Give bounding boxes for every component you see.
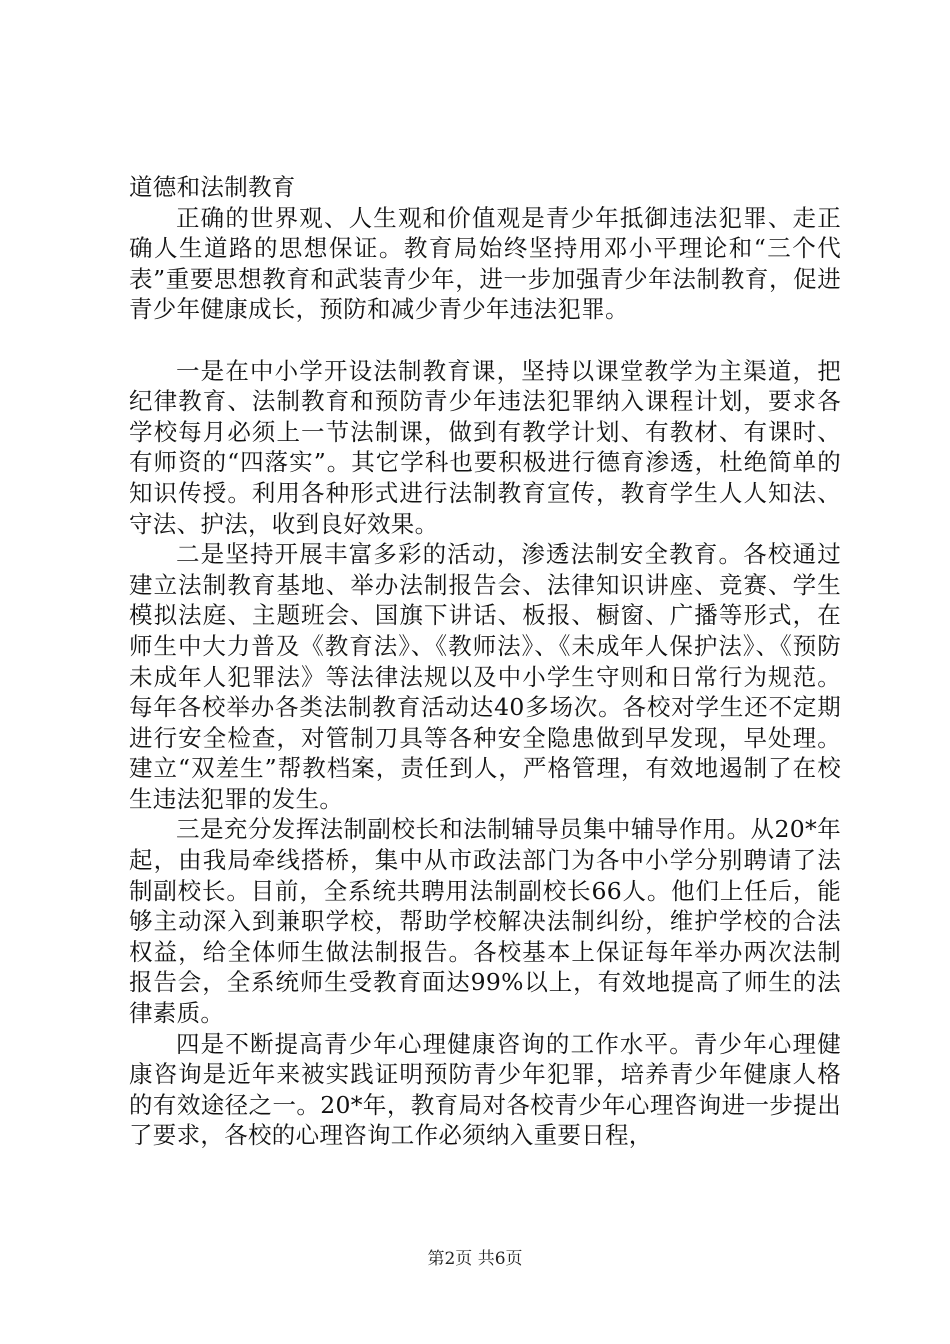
page-number-footer: 第2页 共6页 xyxy=(427,1249,523,1269)
paragraph-intro: 正确的世界观、人生观和价值观是青少年抵御违法犯罪、走正确人生道路的思想保证。教育局始终坚持用邓小平理论和“三个代表”重要思想教育和武装青少年，进一步加强青少年法制教育，促进青少年健康成长，预防和减少青少年违法犯罪。 xyxy=(129,203,841,324)
paragraph-point-four: 四是不断提高青少年心理健康咨询的工作水平。青少年心理健康咨询是近年来被实践证明预防青少年犯罪，培养青少年健康人格的有效途径之一。20*年，教育局对各校青少年心理咨询进一步提出了要求，各校的心理咨询工作必须纳入重要日程， xyxy=(129,1029,841,1150)
paragraph-point-two: 二是坚持开展丰富多彩的活动，渗透法制安全教育。各校通过建立法制教育基地、举办法制报告会、法律知识讲座、竞赛、学生模拟法庭、主题班会、国旗下讲话、板报、橱窗、广播等形式，在师生中大力普及《教育法》、《教师法》、《未成年人保护法》、《预防未成年人犯罪法》等法律法规以及中小学生守则和日常行为规范。每年各校举办各类法制教育活动达40多场次。各校对学生还不定期进行安全检查，对管制刀具等各种安全隐患做到早发现，早处理。建立“双差生”帮教档案，责任到人，严格管理，有效地遏制了在校生违法犯罪的发生。 xyxy=(129,540,841,813)
paragraph-point-one: 一是在中小学开设法制教育课，坚持以课堂教学为主渠道，把纪律教育、法制教育和预防青少年违法犯罪纳入课程计划，要求各学校每月必须上一节法制课，做到有教学计划、有教材、有课时、有师资的“四落实”。其它学科也要积极进行德育渗透，杜绝简单的知识传授。利用各种形式进行法制教育宣传，教育学生人人知法、守法、护法，收到良好效果。 xyxy=(129,356,841,538)
section-heading: 道德和法制教育 xyxy=(129,173,296,201)
document-body xyxy=(129,172,841,1151)
paragraph-point-three: 三是充分发挥法制副校长和法制辅导员集中辅导作用。从20*年起，由我局牵线搭桥，集中从市政法部门为各中小学分别聘请了法制副校长。目前，全系统共聘用法制副校长66人。他们上任后，能够主动深入到兼职学校，帮助学校解决法制纠纷，维护学校的合法权益，给全体师生做法制报告。各校基本上保证每年举办两次法制报告会，全系统师生受教育面达99%以上，有效地提高了师生的法律素质。 xyxy=(129,815,841,1028)
